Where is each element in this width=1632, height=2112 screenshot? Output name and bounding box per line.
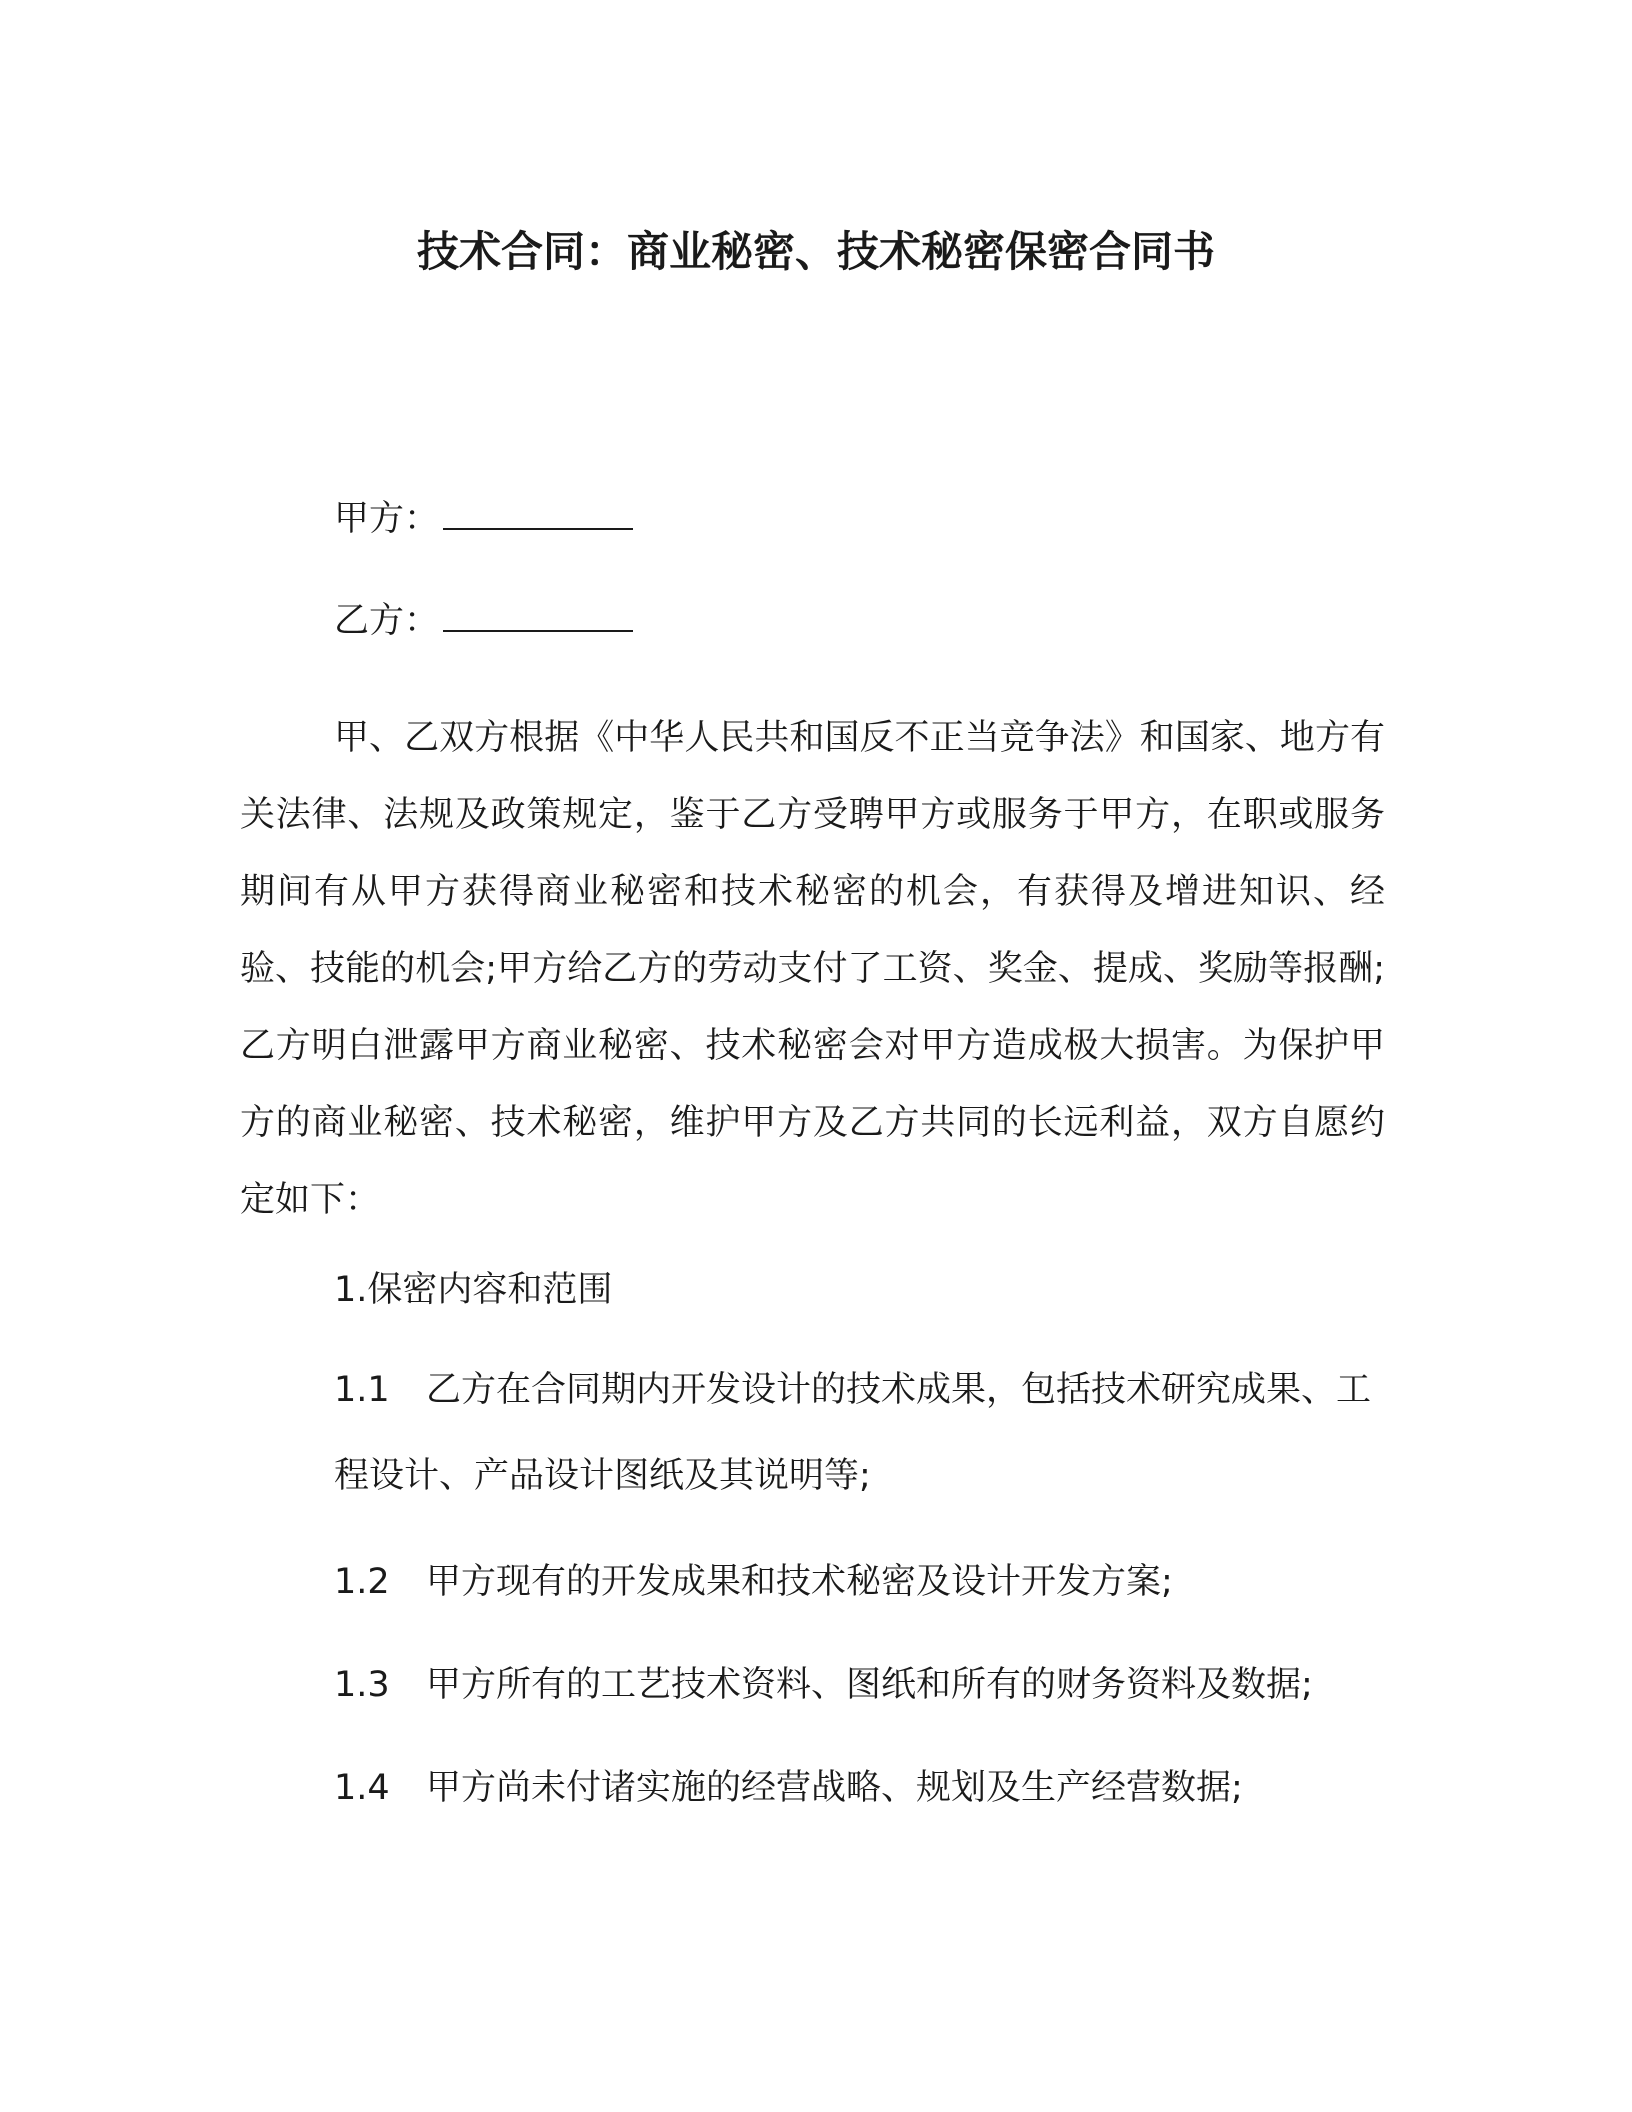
section-1-heading: 1.保密内容和范围	[334, 1270, 613, 1310]
clause-text: 乙方在合同期内开发设计的技术成果，包括技术研究成果、工程设计、产品设计图纸及其说明等;	[334, 1370, 1372, 1496]
document-title: 技术合同：商业秘密、技术秘密保密合同书	[416, 227, 1215, 276]
clause-number: 1.4	[334, 1768, 390, 1808]
party-a-label: 甲方：	[334, 499, 440, 539]
clause-number: 1.2	[334, 1562, 390, 1602]
party-b-line	[334, 596, 633, 646]
clause-1-4	[240, 1745, 1390, 1831]
party-b-label: 乙方：	[334, 601, 440, 641]
clause-number: 1.1	[334, 1370, 390, 1410]
clause-text: 甲方所有的工艺技术资料、图纸和所有的财务资料及数据;	[426, 1665, 1313, 1705]
clause-number: 1.3	[334, 1665, 390, 1705]
clause-1-2	[240, 1539, 1390, 1625]
clause-text: 甲方现有的开发成果和技术秘密及设计开发方案;	[426, 1562, 1173, 1602]
clause-1-1	[240, 1347, 1390, 1519]
preamble-paragraph: 甲、乙双方根据《中华人民共和国反不正当竞争法》和国家、地方有关法律、法规及政策规定，鉴于乙方受聘甲方或服务于甲方，在职或服务期间有从甲方获得商业秘密和技术秘密的机会，有获得及增进知识、经验、技能的机会;甲方给乙方的劳动支付了工资、奖金、提成、奖励等报酬;乙方明白泄露甲方商业秘密、技术秘密会对甲方造成极大损害。为保护甲方的商业秘密、技术秘密，维护甲方及乙方共同的长远利益，双方自愿约定如下：	[240, 718, 1385, 1220]
clause-text: 甲方尚未付诸实施的经营战略、规划及生产经营数据;	[426, 1768, 1243, 1808]
party-b-blank	[443, 598, 633, 632]
party-a-blank	[443, 496, 633, 530]
party-a-line	[334, 494, 633, 544]
clause-1-3	[240, 1642, 1390, 1728]
